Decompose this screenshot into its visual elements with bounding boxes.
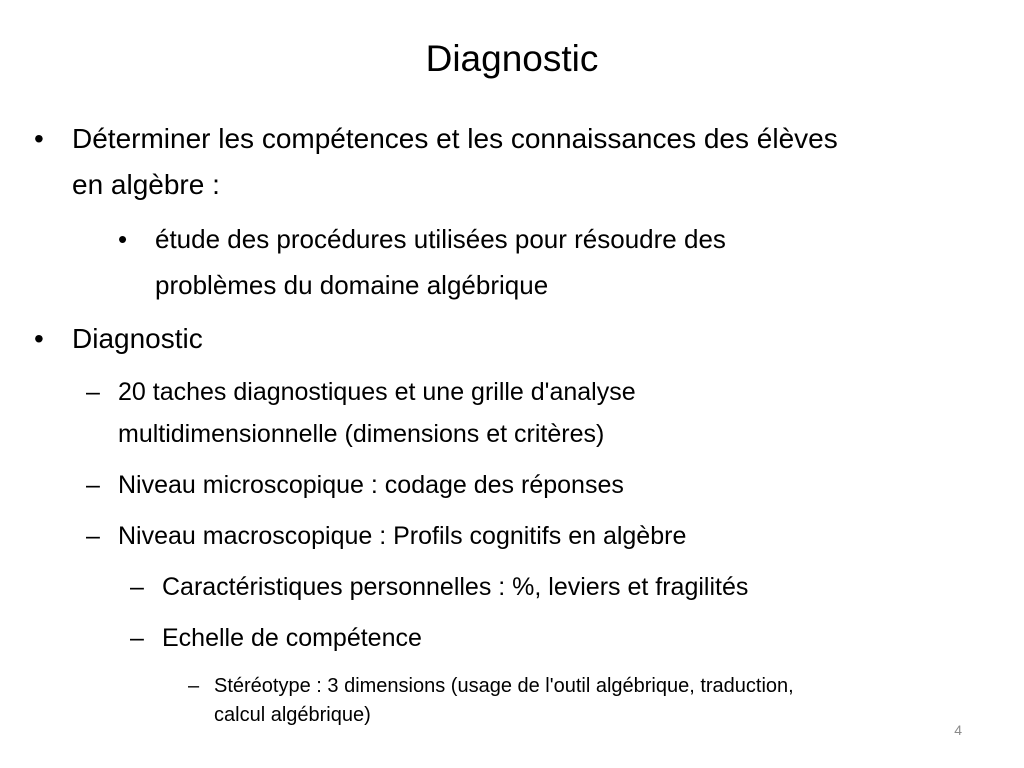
bullet-marker: • [34, 323, 44, 354]
bullet-text-line: Déterminer les compétences et les connaissances des élèves [72, 123, 838, 154]
dash-text-line: calcul algébrique) [214, 704, 371, 726]
dash-marker: – [86, 378, 100, 406]
dash-text-line: Caractéristiques personnelles : %, leviers et fragilités [162, 573, 749, 601]
bullet-text-line: étude des procédures utilisées pour résoudre des [155, 224, 726, 254]
dash-marker: – [86, 471, 100, 499]
dash-marker: – [130, 573, 144, 601]
dash-text-line: multidimensionnelle (dimensions et critères) [118, 420, 605, 448]
dash-text-line: Echelle de compétence [162, 624, 422, 652]
slide-title: Diagnostic [425, 38, 599, 79]
bullet-text-line: problèmes du domaine algébrique [155, 270, 549, 300]
dash-text-line: Niveau macroscopique : Profils cognitifs en algèbre [118, 522, 687, 550]
page-number: 4 [954, 722, 962, 738]
dash-marker: – [130, 624, 144, 652]
bullet-marker: • [34, 123, 44, 154]
dash-text-line: Niveau microscopique : codage des réponses [118, 471, 624, 499]
bullet-marker: • [118, 224, 128, 254]
dash-text-line: 20 taches diagnostiques et une grille d'analyse [118, 378, 636, 406]
dash-marker: – [188, 675, 200, 697]
bullet-text-line: Diagnostic [72, 323, 203, 354]
dash-text-line: Stéréotype : 3 dimensions (usage de l'outil algébrique, traduction, [214, 675, 794, 697]
bullet-text-line: en algèbre : [72, 169, 220, 200]
dash-marker: – [86, 522, 100, 550]
